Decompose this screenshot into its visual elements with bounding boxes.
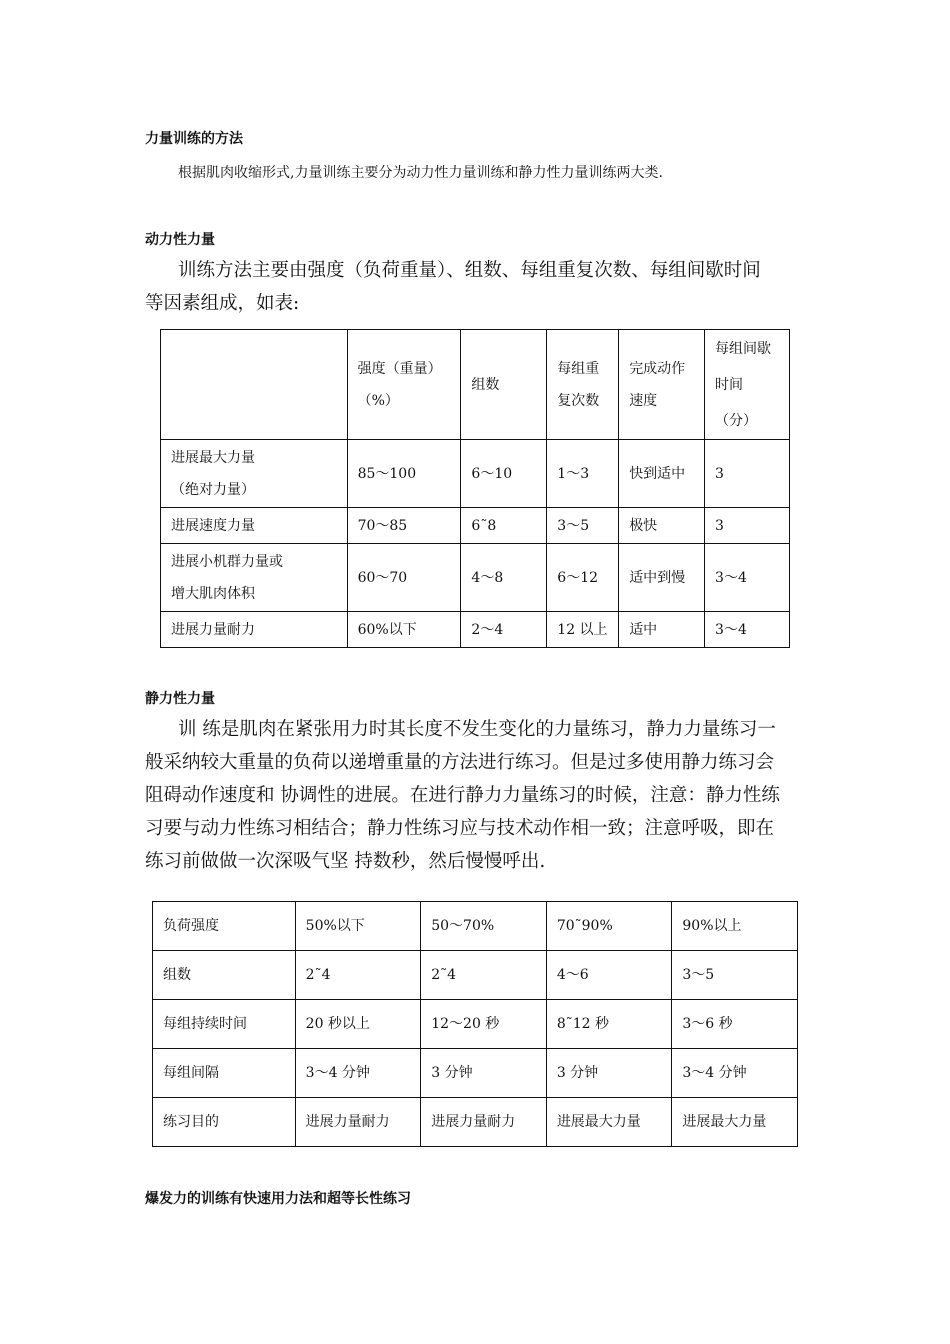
table-cell: 组数 <box>153 951 296 1000</box>
table-cell: 8˜12 秒 <box>546 1000 672 1049</box>
table-cell: 2˜4 <box>421 951 547 1000</box>
table-cell: 适中 <box>619 612 705 648</box>
table-cell: 3～4 <box>705 544 790 612</box>
table-cell: 90%以上 <box>672 902 798 951</box>
table-cell: 进展速度力量 <box>161 508 348 544</box>
table-row <box>161 544 790 612</box>
table-cell: 3 分钟 <box>421 1049 547 1098</box>
dynamic-para-line: 训练方法主要由强度（负荷重量）、组数、每组重复次数、每组间歇时间 <box>178 260 761 281</box>
table-cell: 3～6 秒 <box>672 1000 798 1049</box>
static-para-line: 练习前做做一次深吸气坚 持数秒，然后慢慢呼出. <box>145 851 546 872</box>
header-cell: 强度（重量） （%） <box>347 330 461 440</box>
header-cell: 每组间歇 时间 （分） <box>705 330 790 440</box>
table-cell: 3 分钟 <box>546 1049 672 1098</box>
table-cell: 进展最大力量 <box>672 1098 798 1147</box>
static-strength-table <box>152 901 798 1147</box>
table-cell: 6～10 <box>461 440 547 508</box>
table-cell: 60～70 <box>347 544 461 612</box>
section-title-dynamic: 动力性力量 <box>145 232 215 248</box>
static-para-line: 般采纳较大重量的负荷以递增重量的方法进行练习。但是过多使用静力练习会 <box>145 752 775 773</box>
table-cell: 2～4 <box>461 612 547 648</box>
table-cell: 4～8 <box>461 544 547 612</box>
section-title-static: 静力性力量 <box>145 691 215 707</box>
table-cell: 进展最大力量 （绝对力量） <box>161 440 348 508</box>
table-cell: 12 以上 <box>547 612 619 648</box>
table-row <box>153 902 798 951</box>
table-cell: 60%以下 <box>347 612 461 648</box>
table-cell: 3～4 分钟 <box>295 1049 421 1098</box>
table-cell: 进展最大力量 <box>546 1098 672 1147</box>
table-cell: 练习目的 <box>153 1098 296 1147</box>
header-cell: 组数 <box>461 330 547 440</box>
table-cell: 3～4 分钟 <box>672 1049 798 1098</box>
table-row <box>153 1000 798 1049</box>
table-cell: 6～12 <box>547 544 619 612</box>
table-row <box>161 440 790 508</box>
intro-paragraph: 根据肌肉收缩形式,力量训练主要分为动力性力量训练和静力性力量训练两大类. <box>178 165 663 181</box>
header-cell: 每组重 复次数 <box>547 330 619 440</box>
table-cell: 快到适中 <box>619 440 705 508</box>
table-cell: 1～3 <box>547 440 619 508</box>
table-row <box>153 951 798 1000</box>
section-title-explosive: 爆发力的训练有快速用力法和超等长性练习 <box>145 1191 411 1207</box>
table-cell: 85～100 <box>347 440 461 508</box>
table-cell: 负荷强度 <box>153 902 296 951</box>
table-cell: 每组间隔 <box>153 1049 296 1098</box>
table-cell: 进展力量耐力 <box>295 1098 421 1147</box>
static-para-line: 阻碍动作速度和 协调性的进展。在进行静力力量练习的时候，注意：静力性练 <box>145 785 780 806</box>
table-cell: 20 秒以上 <box>295 1000 421 1049</box>
table-cell: 70～85 <box>347 508 461 544</box>
table-cell: 每组持续时间 <box>153 1000 296 1049</box>
table-cell: 70˜90% <box>546 902 672 951</box>
table-cell: 4～6 <box>546 951 672 1000</box>
table-cell: 50～70% <box>421 902 547 951</box>
table-row <box>161 612 790 648</box>
table-cell: 3 <box>705 440 790 508</box>
table-cell: 极快 <box>619 508 705 544</box>
static-para-line: 习要与动力性练习相结合；静力性练习应与技术动作相一致；注意呼吸，即在 <box>145 818 775 839</box>
table-cell: 进展力量耐力 <box>421 1098 547 1147</box>
table-row <box>153 1098 798 1147</box>
table-cell: 50%以下 <box>295 902 421 951</box>
table-cell: 6˜8 <box>461 508 547 544</box>
table-cell: 进展小机群力量或 增大肌肉体积 <box>161 544 348 612</box>
static-para-line: 训 练是肌肉在紧张用力时其长度不发生变化的力量练习，静力力量练习一 <box>178 719 776 740</box>
dynamic-paragraph <box>145 254 761 320</box>
table-cell: 12～20 秒 <box>421 1000 547 1049</box>
table-row <box>161 508 790 544</box>
dynamic-strength-table <box>160 329 790 648</box>
header-cell: 完成动作 速度 <box>619 330 705 440</box>
table-row <box>153 1049 798 1098</box>
section-title-methods: 力量训练的方法 <box>145 131 243 147</box>
table-cell: 进展力量耐力 <box>161 612 348 648</box>
table-cell: 2˜4 <box>295 951 421 1000</box>
dynamic-para-line: 等因素组成，如表: <box>145 293 300 314</box>
table-cell: 3 <box>705 508 790 544</box>
table-cell: 适中到慢 <box>619 544 705 612</box>
table-cell: 3～5 <box>672 951 798 1000</box>
table-cell: 3～4 <box>705 612 790 648</box>
table-header-row <box>161 330 790 440</box>
header-cell <box>161 330 348 440</box>
table-cell: 3～5 <box>547 508 619 544</box>
static-paragraph <box>145 713 780 878</box>
